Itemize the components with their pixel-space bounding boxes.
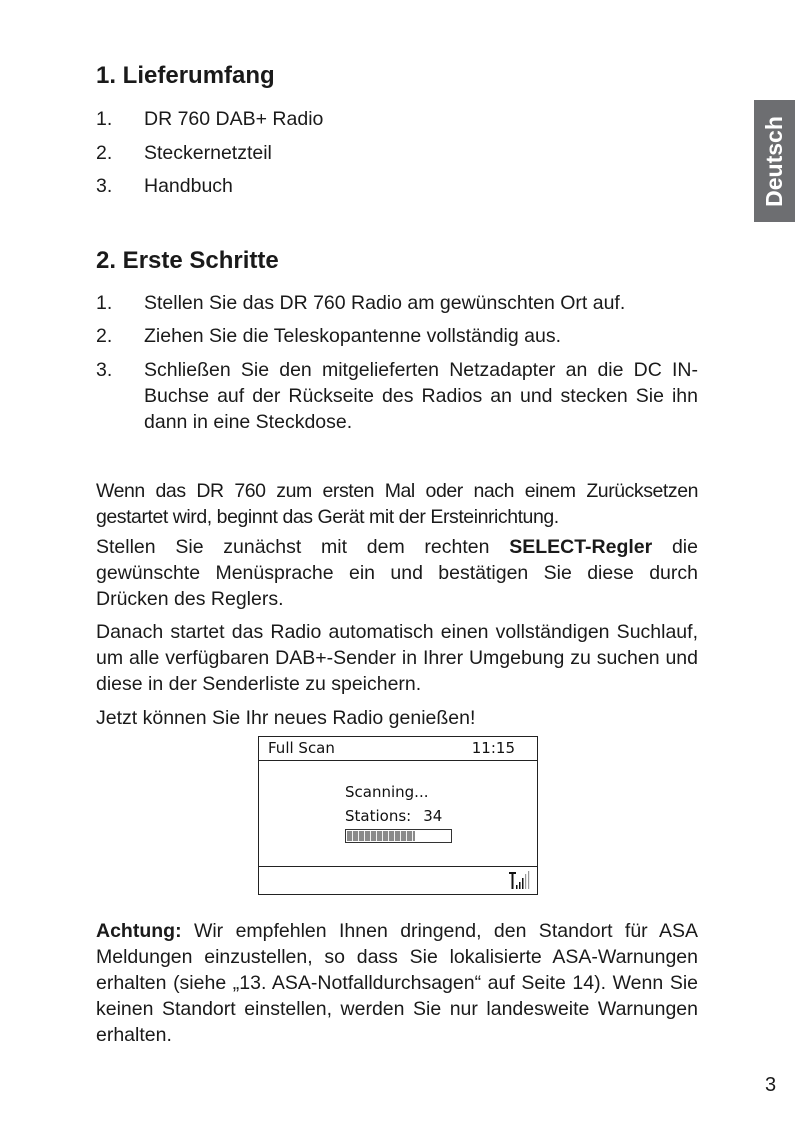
display-status-bar bbox=[259, 866, 537, 894]
display-title: Full Scan bbox=[268, 739, 335, 757]
list-item-number: 3. bbox=[96, 175, 113, 197]
list-item-text: DR 760 DAB+ Radio bbox=[144, 108, 324, 130]
stations-label: Stations: bbox=[345, 807, 412, 825]
list-item bbox=[96, 357, 698, 435]
list-item bbox=[96, 106, 698, 132]
warning-paragraph bbox=[96, 918, 698, 1048]
section-heading-erste-schritte: 2. Erste Schritte bbox=[96, 247, 279, 274]
scan-status: Scanning... bbox=[345, 783, 429, 801]
list-item-number: 3. bbox=[96, 359, 113, 381]
setup-paragraph: Wenn das DR 760 zum ersten Mal oder nach einem Zurücksetzen gestartet wird, beginnt das Gerät mit der Ersteinrichtung. bbox=[96, 480, 698, 528]
select-control-name: SELECT-Regler bbox=[509, 536, 653, 558]
signal-strength-icon bbox=[509, 869, 531, 891]
scan-progress-bar bbox=[345, 829, 452, 843]
display-time: 11:15 bbox=[471, 739, 515, 757]
select-paragraph-text: die gewünschte Menüsprache ein und bestätigen Sie diese durch Drücken des Reglers. bbox=[96, 536, 698, 610]
stations-readout bbox=[345, 807, 442, 825]
warning-text: Wir empfehlen Ihnen dringend, den Standort für ASA Meldungen einzustellen, so dass Sie lokalisierte ASA-Warnungen erhalten (siehe „13. ASA-Notfalldurchsagen“ auf Seite 14). Wenn Sie keinen Standort einstellen, werden Sie nur landesweite Warnungen erhalten. bbox=[96, 920, 698, 1046]
display-title-bar bbox=[259, 737, 537, 761]
scan-progress-fill bbox=[347, 831, 415, 841]
list-item-text: Handbuch bbox=[144, 175, 233, 197]
list-item-text: Steckernetzteil bbox=[144, 142, 272, 164]
stations-count: 34 bbox=[423, 807, 443, 825]
warning-label: Achtung: bbox=[96, 920, 182, 942]
radio-display bbox=[258, 736, 538, 895]
enjoy-paragraph: Jetzt können Sie Ihr neues Radio genießen! bbox=[96, 707, 476, 729]
list-item bbox=[96, 323, 698, 349]
select-paragraph-text: Stellen Sie zunächst mit dem rechten bbox=[96, 536, 510, 558]
list-item-number: 2. bbox=[96, 325, 113, 347]
list-item-number: 2. bbox=[96, 142, 113, 164]
list-item-number: 1. bbox=[96, 292, 113, 314]
list-item-text: Ziehen Sie die Teleskopantenne vollständig aus. bbox=[144, 325, 562, 347]
list-item bbox=[96, 290, 698, 316]
list-item bbox=[96, 173, 698, 199]
scan-paragraph: Danach startet das Radio automatisch einen vollständigen Suchlauf, um alle verfügbaren DAB+-Sender in Ihrer Umgebung zu suchen und diese in der Senderliste zu speichern. bbox=[96, 621, 698, 695]
list-item-text: Stellen Sie das DR 760 Radio am gewünschten Ort auf. bbox=[144, 292, 626, 314]
select-paragraph bbox=[96, 534, 698, 612]
page-number: 3 bbox=[765, 1074, 777, 1096]
list-item-text: Schließen Sie den mitgelieferten Netzadapter an die DC IN-Buchse auf der Rückseite des Radios an und stecken Sie ihn dann in eine Steckdose. bbox=[144, 359, 698, 433]
section-heading-lieferumfang: 1. Lieferumfang bbox=[96, 62, 275, 89]
language-tab-label: Deutsch bbox=[761, 115, 787, 207]
list-item bbox=[96, 140, 698, 166]
list-item-number: 1. bbox=[96, 108, 113, 130]
language-tab bbox=[754, 100, 795, 222]
